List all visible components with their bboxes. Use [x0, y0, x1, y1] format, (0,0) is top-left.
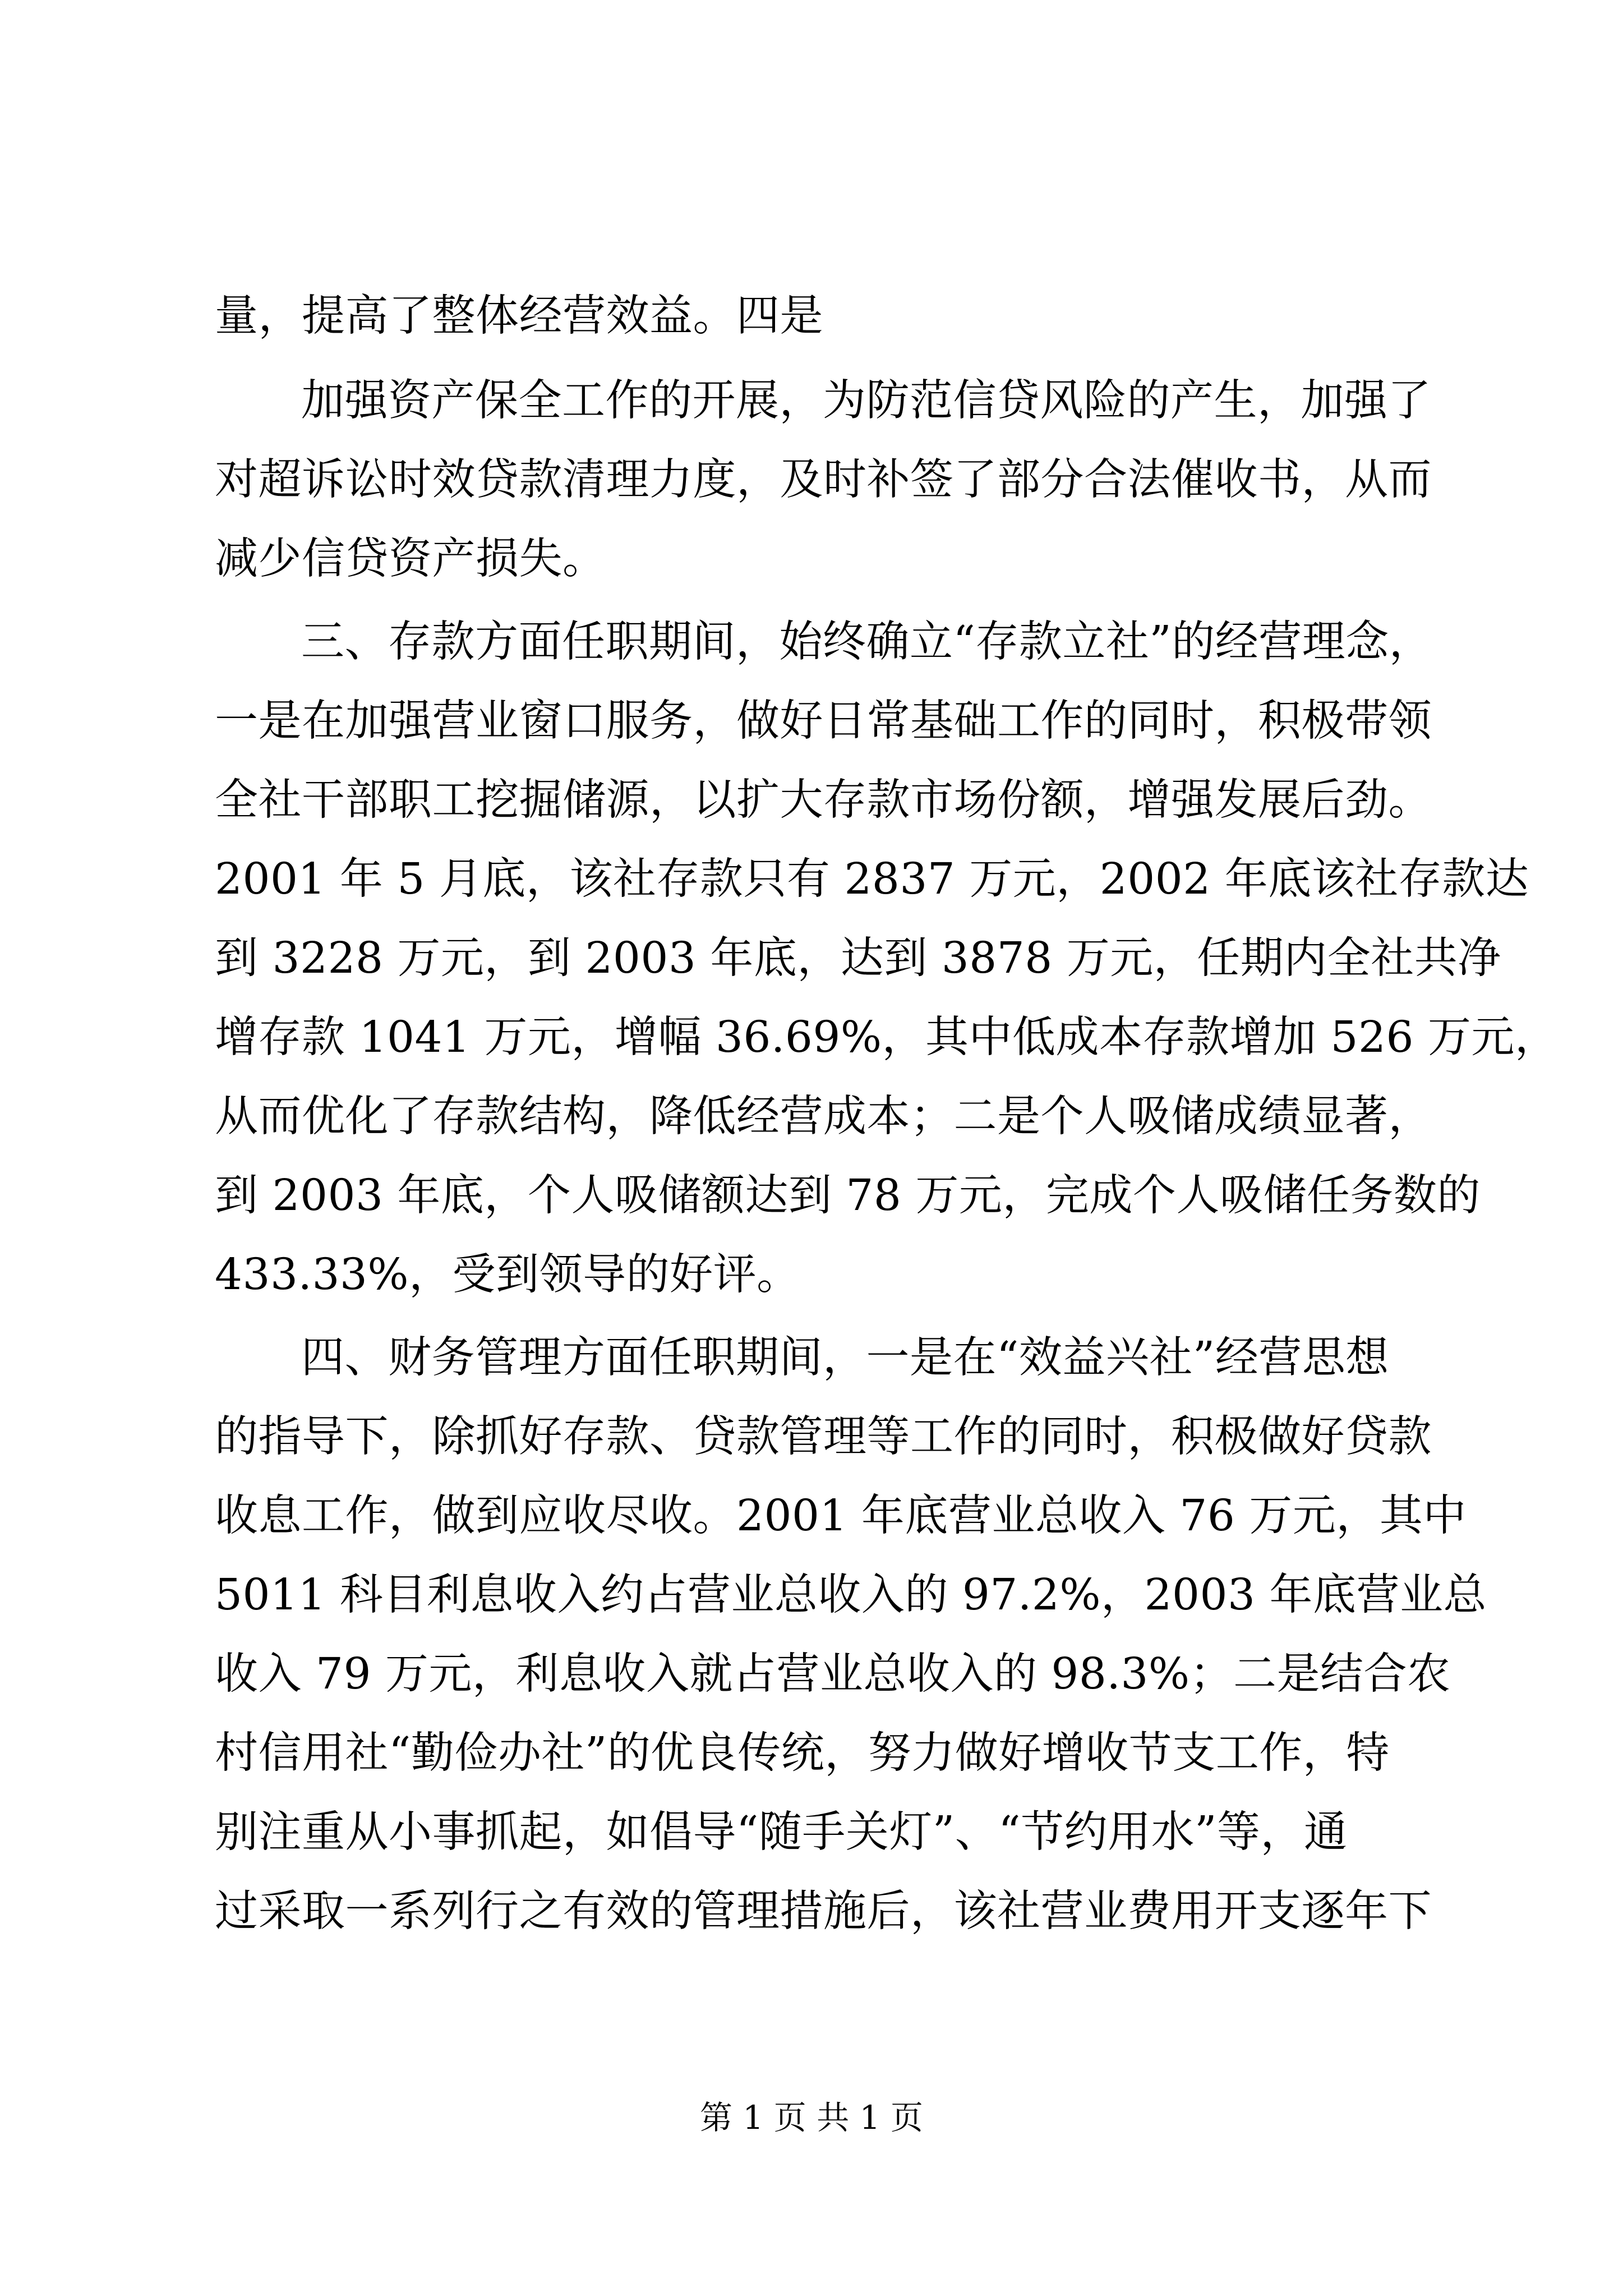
text-line-13: 433.33%，受到领导的好评。 [215, 1250, 800, 1300]
text-line-8: 2001 年 5 月底，该社存款只有 2837 万元，2002 年底该社存款达 [215, 854, 1529, 904]
text-line-12: 到 2003 年底，个人吸储额达到 78 万元，完成个人吸储任务数的 [215, 1171, 1481, 1221]
text-line-1: 量，提高了整体经营效益。四是 [215, 291, 823, 341]
text-line-15: 的指导下，除抓好存款、贷款管理等工作的同时，积极做好贷款 [215, 1412, 1432, 1462]
text-line-2: 加强资产保全工作的开展，为防范信贷风险的产生，加强了 [301, 376, 1431, 426]
text-line-4: 减少信贷资产损失。 [215, 534, 606, 584]
text-line-17: 5011 科目利息收入约占营业总收入的 97.2%，2003 年底营业总 [215, 1570, 1487, 1620]
text-line-6: 一是在加强营业窗口服务，做好日常基础工作的同时，积极带领 [215, 696, 1432, 746]
text-line-16: 收息工作，做到应收尽收。2001 年底营业总收入 76 万元，其中 [215, 1491, 1467, 1541]
text-line-3: 对超诉讼时效贷款清理力度，及时补签了部分合法催收书，从而 [215, 455, 1432, 505]
text-line-10: 增存款 1041 万元，增幅 36.69%，其中低成本存款增加 526 万元， [215, 1013, 1559, 1062]
text-line-21: 过采取一系列行之有效的管理措施后，该社营业费用开支逐年下 [215, 1887, 1432, 1936]
text-line-14: 四、财务管理方面任职期间，一是在“效益兴社”经营思想 [301, 1333, 1389, 1383]
text-line-11: 从而优化了存款结构，降低经营成本；二是个人吸储成绩显著， [215, 1092, 1432, 1142]
text-line-19: 村信用社“勤俭办社”的优良传统，努力做好增收节支工作，特 [215, 1728, 1390, 1778]
text-line-20: 别注重从小事抓起，如倡导“随手关灯”、“节约用水”等，通 [215, 1807, 1348, 1857]
text-line-5: 三、存款方面任职期间，始终确立“存款立社”的经营理念， [301, 617, 1433, 667]
text-line-18: 收入 79 万元，利息收入就占营业总收入的 98.3%；二是结合农 [215, 1649, 1451, 1699]
text-line-7: 全社干部职工挖掘储源，以扩大存款市场份额，增强发展后劲。 [215, 775, 1432, 825]
text-line-9: 到 3228 万元，到 2003 年底，达到 3878 万元，任期内全社共净 [215, 933, 1501, 983]
page-footer: 第 1 页 共 1 页 [700, 2099, 923, 2137]
